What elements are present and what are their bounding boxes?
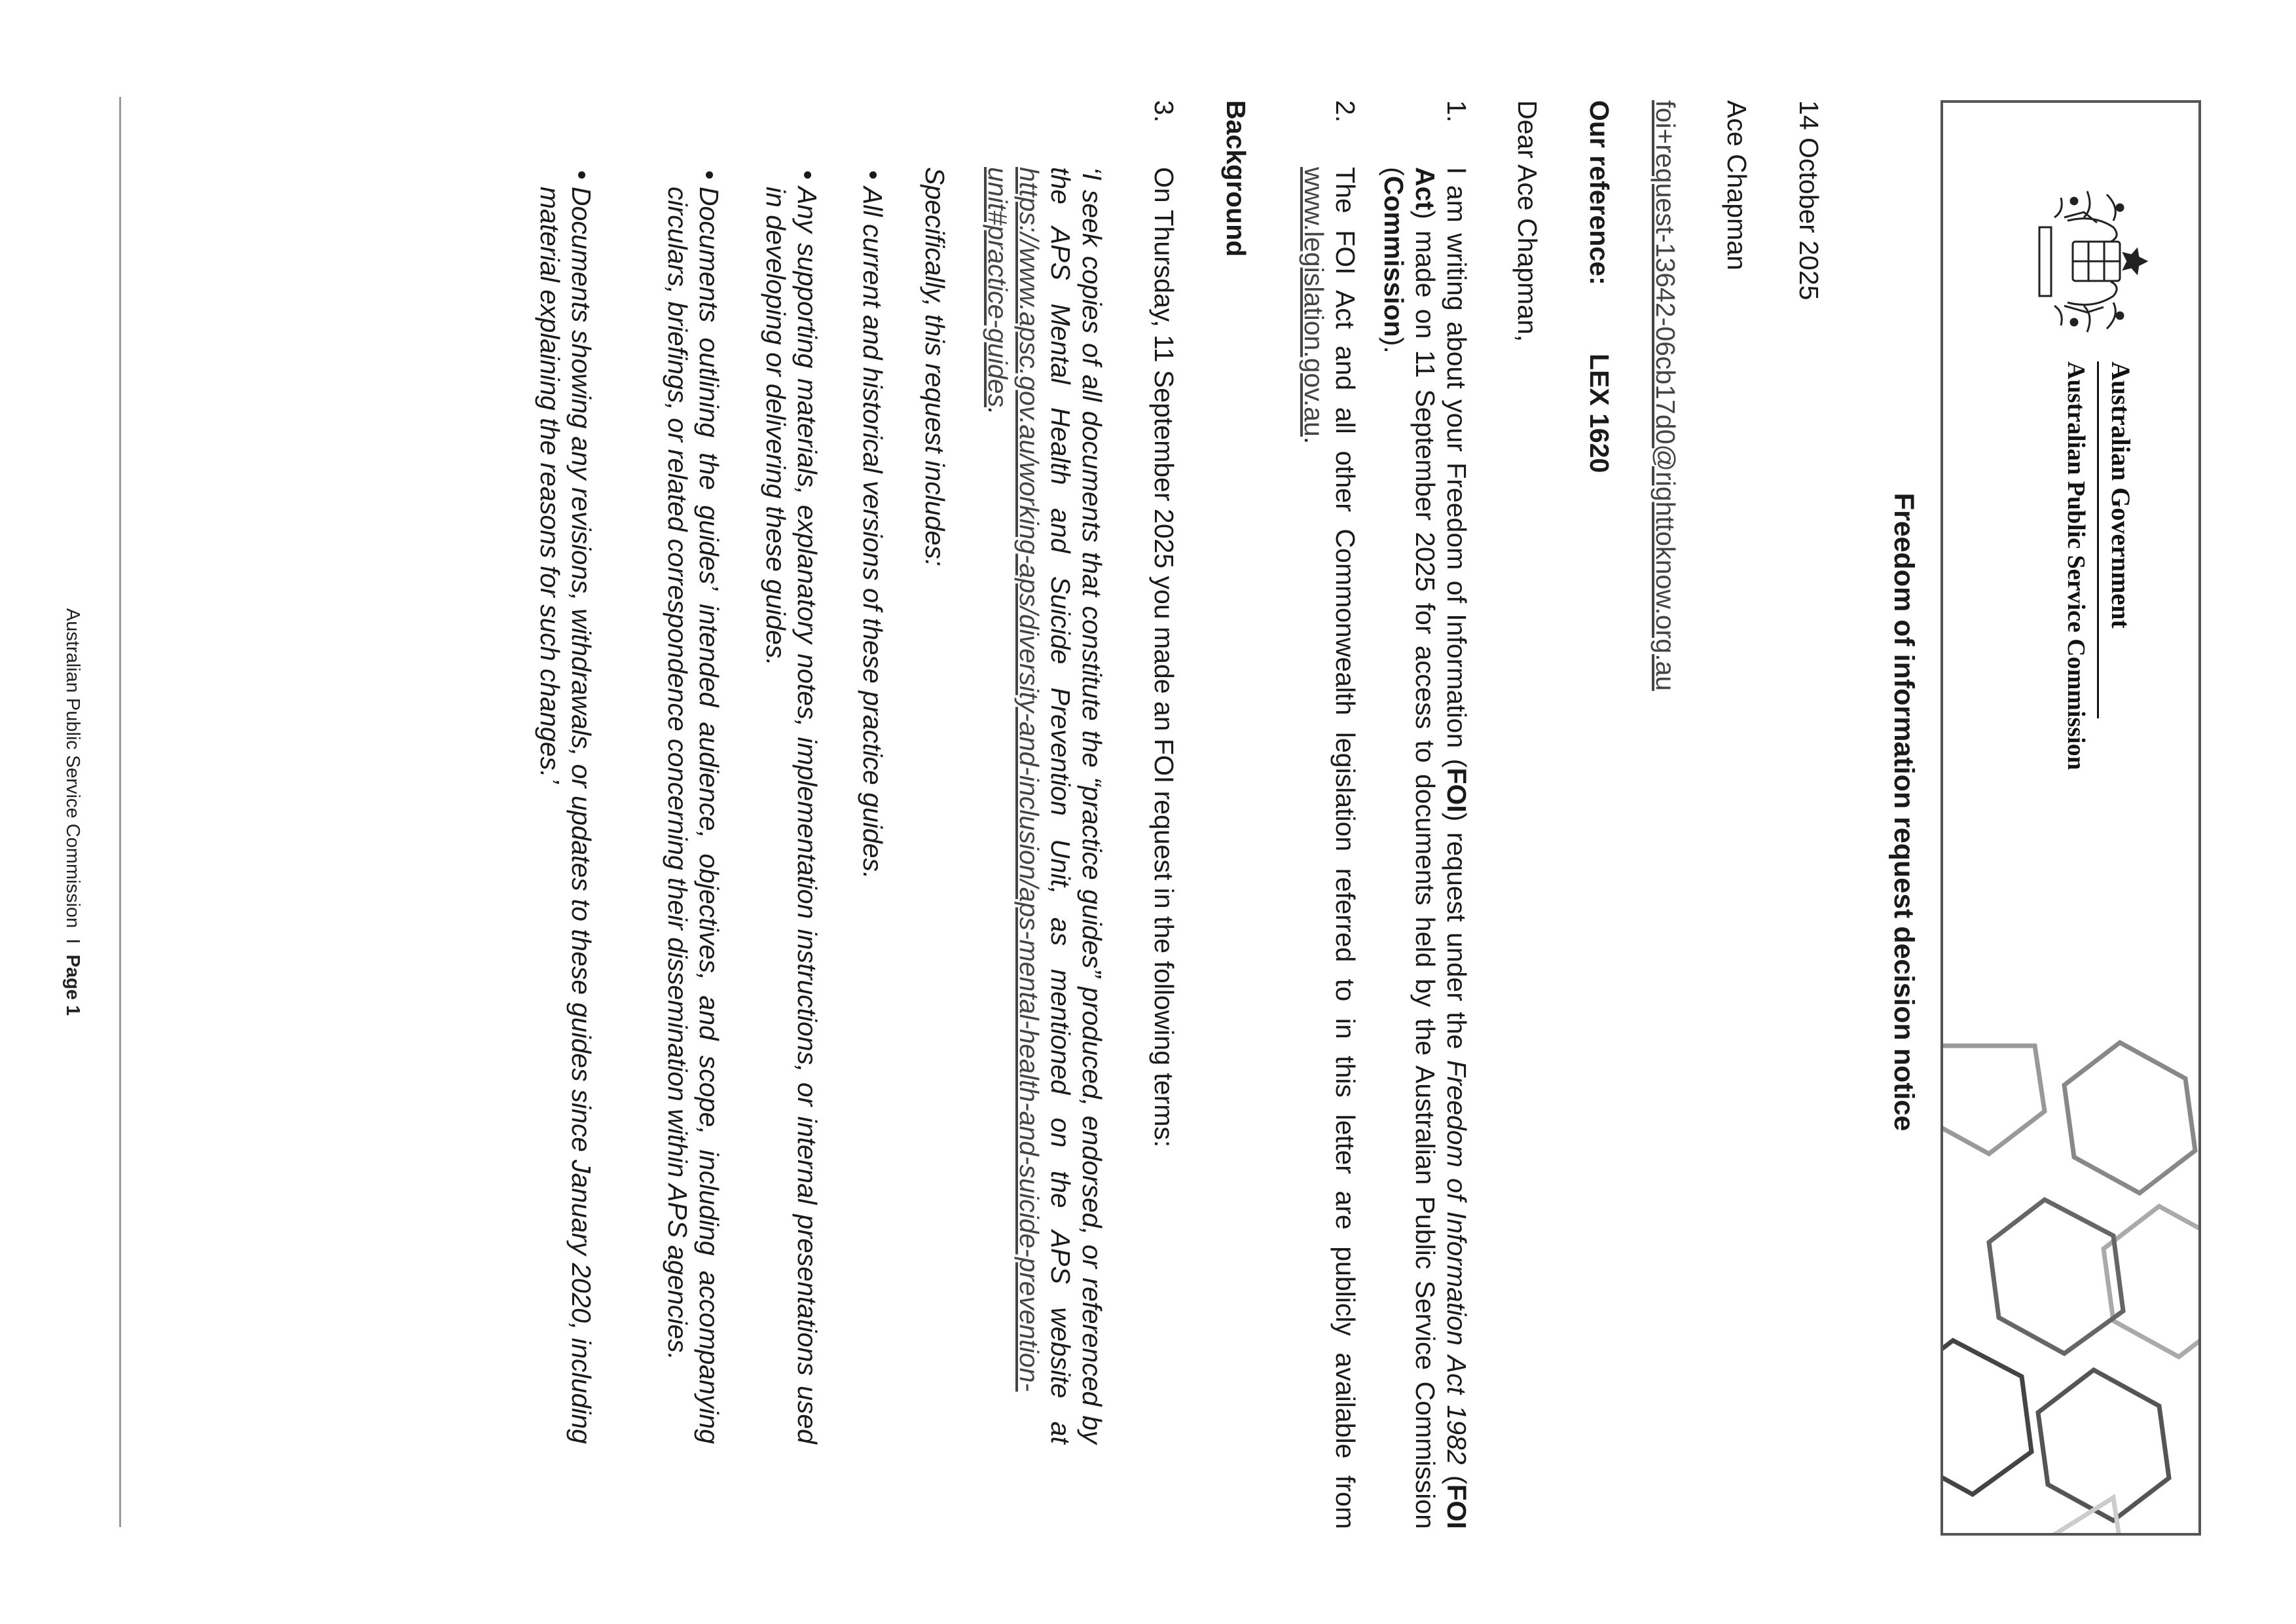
legislation-link[interactable]: www.legislation.gov.au bbox=[1299, 167, 1329, 437]
p2-text: . bbox=[1299, 436, 1329, 445]
p1-text: ( bbox=[1442, 1464, 1472, 1485]
p1-act-title: Freedom of Information Act 1982 bbox=[1442, 1060, 1472, 1465]
p1-text: ) made on 11 September 2025 for access to documents held by the Australian Public Service Commission ( bbox=[1379, 167, 1440, 1529]
paragraph-2-number: 2. bbox=[1330, 100, 1360, 123]
footer-divider bbox=[119, 97, 121, 1527]
bullet-dot: • bbox=[695, 170, 725, 180]
bullet-item: All current and historical versions of these practice guides. bbox=[858, 187, 888, 879]
quote-intro-end: . bbox=[983, 407, 1013, 415]
letter-date: 14 October 2025 bbox=[1794, 100, 1824, 301]
paragraph-3-number: 3. bbox=[1149, 100, 1179, 123]
bullet-item: Documents showing any revisions, withdrawals, or updates to these guides since January 2020, including material explaining the reasons for such changes.’ bbox=[535, 187, 596, 1444]
quoted-request bbox=[982, 167, 1108, 1444]
agency-name-block bbox=[2062, 361, 2136, 770]
p1-foi-abbrev: FOI bbox=[1442, 767, 1472, 813]
p1-commission-abbrev: Commission bbox=[1379, 175, 1409, 337]
recipient-email-link[interactable]: foi+request-13642-06cb17d0@righttoknow.org.au bbox=[1650, 100, 1681, 692]
bullet-item: Any supporting materials, explanatory notes, implementation instructions, or internal presentations used in developing or delivering these guides. bbox=[761, 187, 822, 1444]
bullet-item: Documents outlining the guides’ intended audience, objectives, and scope, including accompanying circulars, briefings, or related correspondence concerning their dissemination within APS agencies. bbox=[663, 187, 724, 1444]
agency-divider bbox=[2097, 361, 2099, 718]
p1-foi-act-abbrev: FOI Act bbox=[1410, 167, 1472, 1529]
page-number: Page 1 bbox=[62, 954, 83, 1016]
quote-specifically: Specifically, this request includes: bbox=[920, 167, 950, 566]
apsc-practice-guides-link[interactable]: https://www.apsc.gov.au/working-aps/diversity-and-inclusion/aps-mental-health-and-suicide-prevention-unit#practice-guides bbox=[983, 167, 1044, 1392]
reference-label: Our reference: bbox=[1584, 100, 1614, 286]
p1-text: ) request under the bbox=[1442, 812, 1472, 1060]
p1-text: ). bbox=[1379, 337, 1409, 354]
reference-value: LEX 1620 bbox=[1584, 354, 1614, 473]
recipient-name: Ace Chapman bbox=[1722, 100, 1752, 270]
paragraph-1 bbox=[1378, 167, 1472, 1529]
department-name: Australian Public Service Commission bbox=[2062, 361, 2090, 770]
coat-of-arms-icon bbox=[2022, 181, 2159, 342]
p2-text: The FOI Act and all other Commonwealth legislation referred to in this letter are publicly available from bbox=[1330, 167, 1360, 1529]
p1-text: I am writing about your Freedom of Information ( bbox=[1442, 167, 1472, 768]
bullet-dot: • bbox=[567, 170, 597, 180]
footer-org: Australian Public Service Commission bbox=[62, 608, 83, 929]
bullet-dot: • bbox=[793, 170, 823, 180]
letterhead-banner bbox=[1941, 100, 2201, 1536]
salutation: Dear Ace Chapman, bbox=[1512, 100, 1542, 342]
quote-intro: ‘I seek copies of all documents that constitute the “practice guides” produced, endorsed, or referenced by the APS Mental Health and Suicide Prevention Unit, as mentioned on the APS website at bbox=[1046, 167, 1107, 1444]
hexagon-pattern-graphic bbox=[1941, 1039, 2198, 1536]
background-heading: Background bbox=[1221, 100, 1251, 257]
paragraph-3: On Thursday, 11 September 2025 you made an FOI request in the following terms: bbox=[1149, 167, 1179, 1148]
document-title: Freedom of information request decision notice bbox=[1888, 492, 1920, 1132]
paragraph-2 bbox=[1298, 167, 1361, 1529]
bullet-dot: • bbox=[858, 170, 888, 180]
footer-separator: I bbox=[62, 938, 83, 944]
paragraph-1-number: 1. bbox=[1442, 100, 1472, 123]
page-footer bbox=[62, 0, 83, 1624]
government-name: Australian Government bbox=[2106, 361, 2136, 629]
